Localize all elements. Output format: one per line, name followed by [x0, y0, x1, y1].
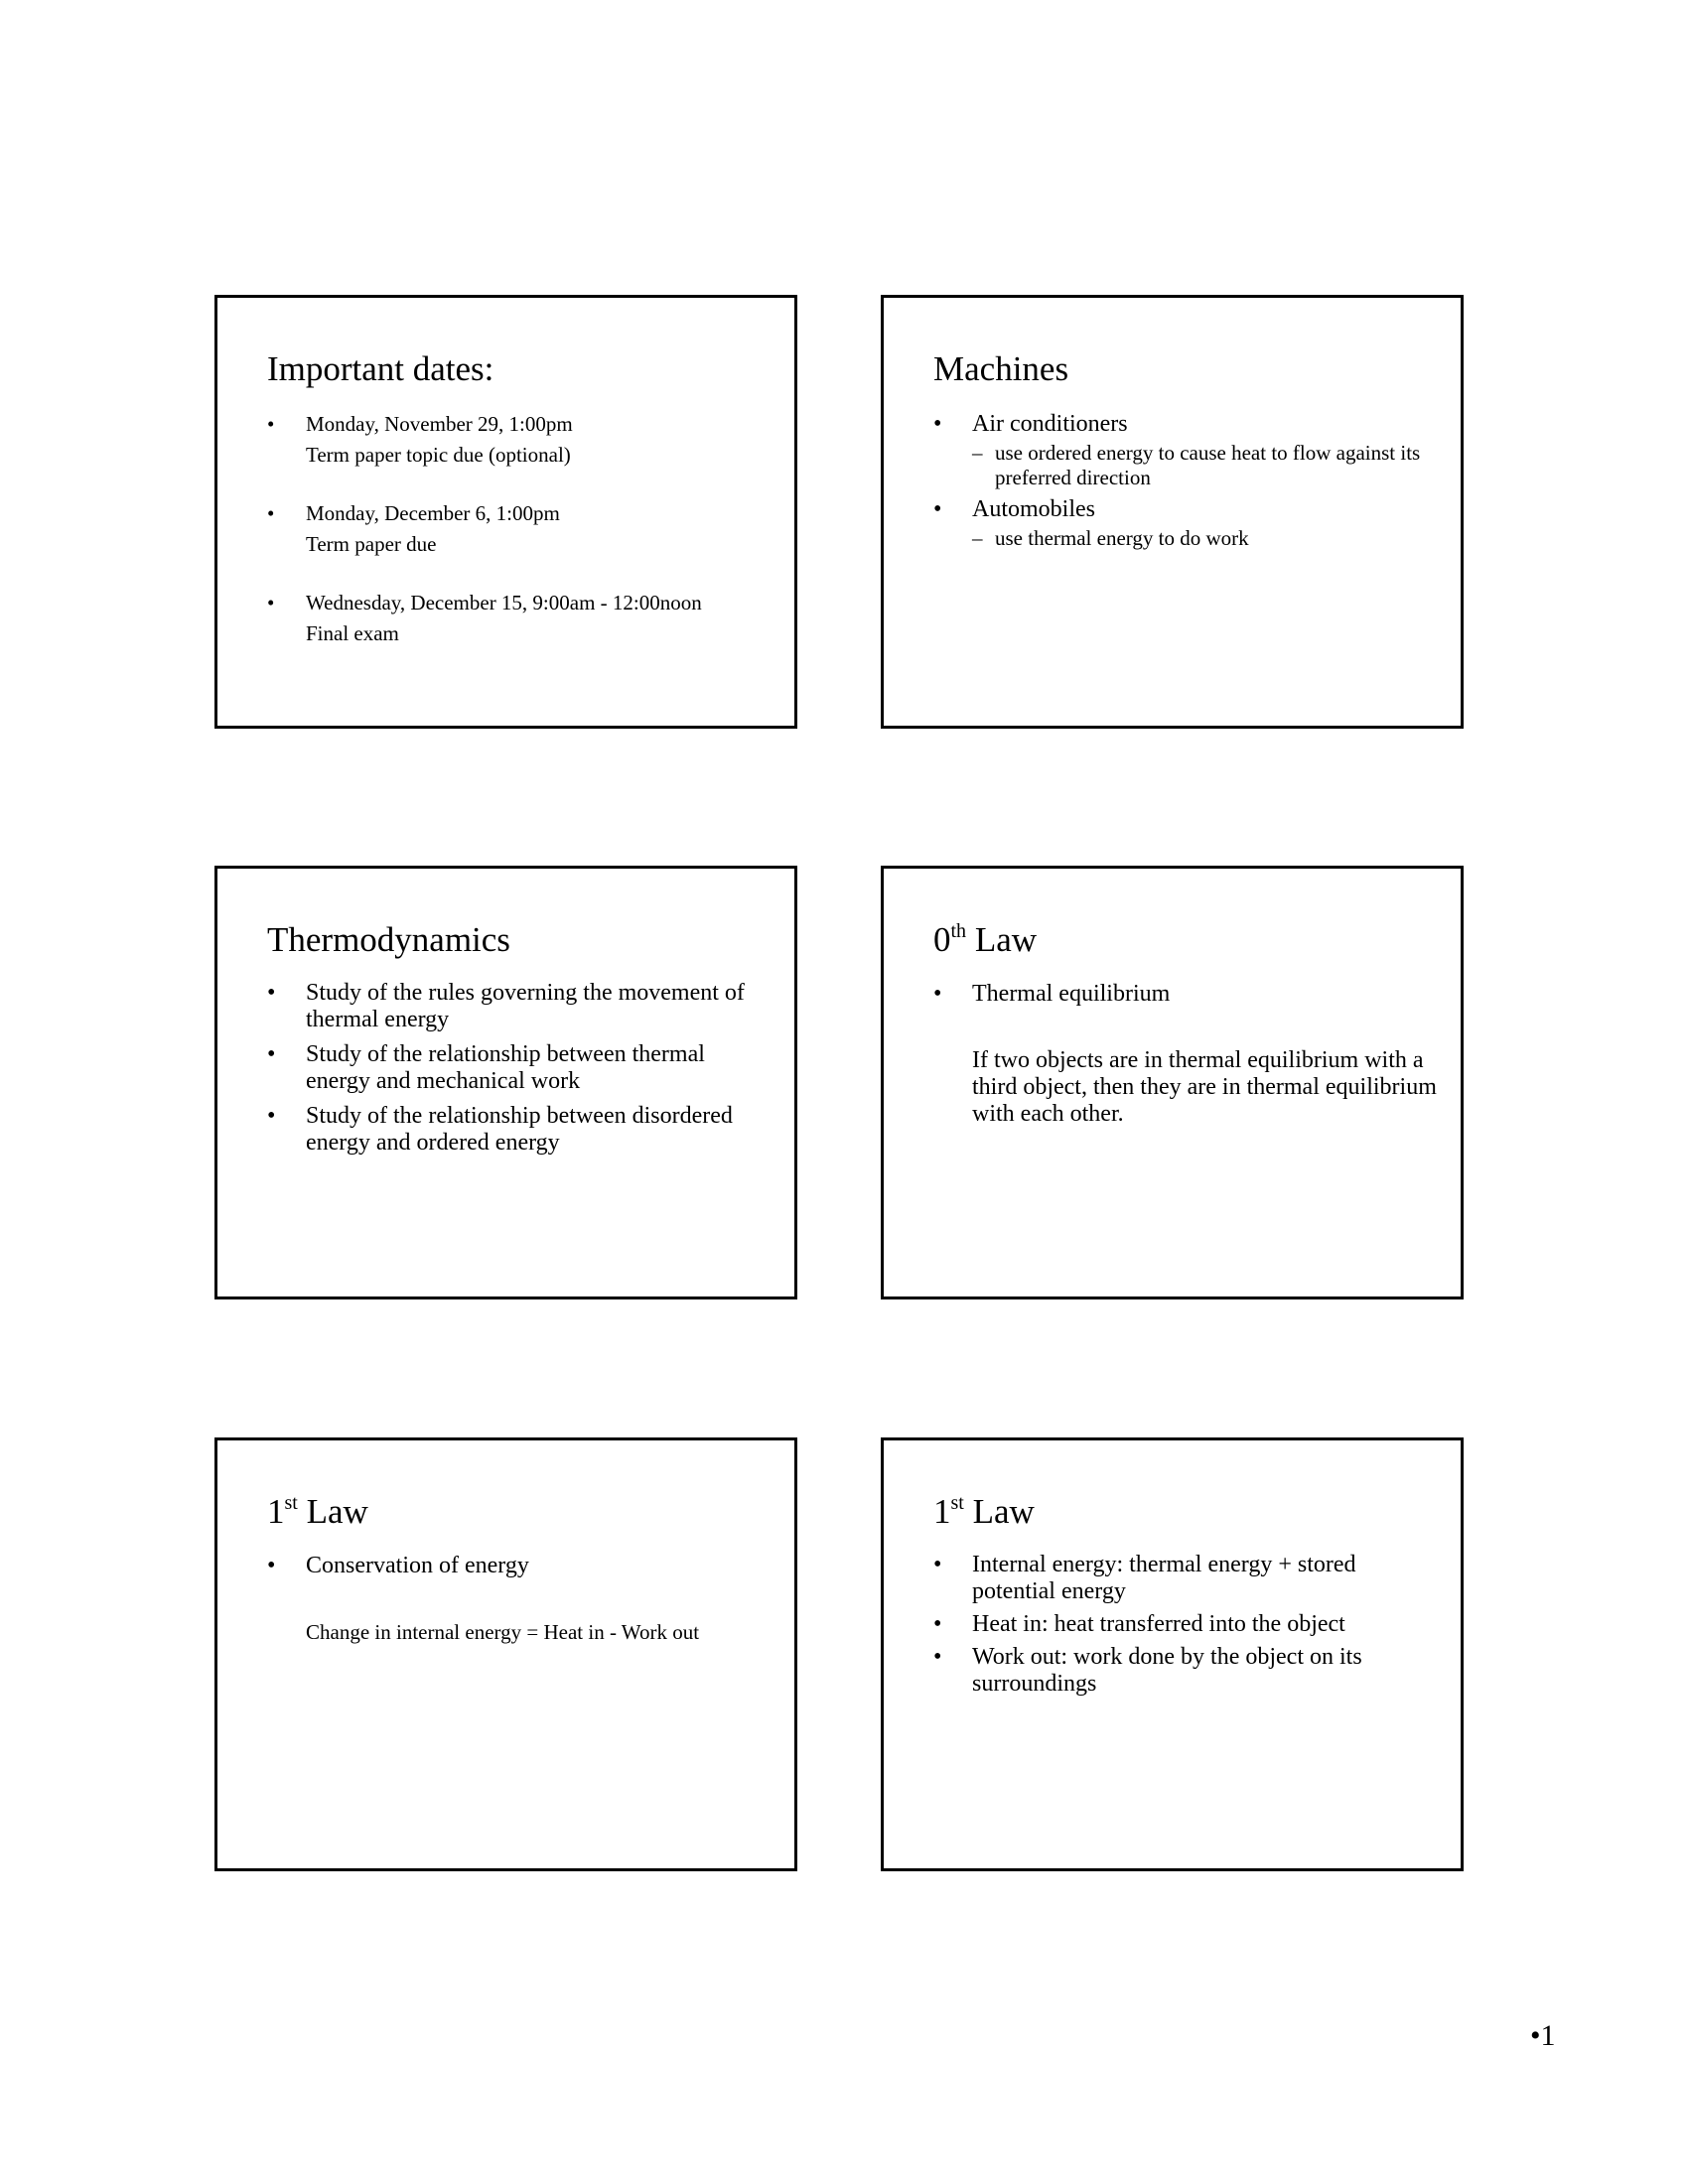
list-item [267, 588, 771, 649]
bullet-list [933, 409, 1437, 551]
page-number: •1 [1530, 2019, 1556, 2052]
title-superscript: st [950, 1492, 964, 1514]
list-item [267, 980, 771, 1033]
title-number: 1 [933, 1492, 951, 1531]
item-text: Study of the relationship between disordered energy and ordered energy [306, 1103, 733, 1156]
slide-body [933, 409, 1437, 555]
list-item [267, 1041, 771, 1095]
date-text: Monday, November 29, 1:00pm [306, 412, 573, 436]
bullet-icon: • [933, 1611, 942, 1637]
bullet-icon: • [267, 1103, 276, 1129]
sub-list-item [972, 441, 1437, 490]
bullet-icon: • [933, 496, 942, 522]
list-item [933, 1552, 1437, 1605]
item-text: Air conditioners [972, 411, 1128, 437]
dash-icon: – [972, 441, 983, 465]
slide-body [933, 1552, 1437, 1704]
bullet-icon: • [267, 980, 276, 1006]
item-text: Automobiles [972, 496, 1095, 522]
dash-icon: – [972, 526, 983, 550]
sub-item-text: use ordered energy to cause heat to flow against its preferred direction [995, 441, 1421, 489]
sub-item-text: use thermal energy to do work [995, 526, 1249, 550]
date-text: Monday, December 6, 1:00pm [306, 501, 560, 525]
slide-thermodynamics [214, 866, 797, 1299]
item-text: Heat in: heat transferred into the object [972, 1611, 1345, 1637]
bullet-icon: • [933, 1552, 942, 1577]
slide-first-law [214, 1437, 797, 1871]
slide-body [933, 980, 1437, 1128]
slide-body [267, 1552, 771, 1645]
slide-zeroth-law [881, 866, 1464, 1299]
item-text: Internal energy: thermal energy + stored potential energy [972, 1552, 1356, 1604]
slide-important-dates [214, 295, 797, 729]
item-text: Thermal equilibrium [972, 981, 1171, 1007]
slide-title: Thermodynamics [267, 920, 510, 959]
equation-text: Change in internal energy = Heat in - Work out [306, 1620, 700, 1644]
list-item [933, 1611, 1437, 1638]
title-word: Law [966, 920, 1038, 959]
slide-title: Important dates: [267, 349, 494, 388]
list-item [267, 1552, 771, 1579]
bullet-icon: • [267, 1041, 276, 1067]
bullet-icon: • [267, 412, 275, 436]
title-word: Law [297, 1492, 368, 1531]
title-superscript: th [950, 920, 967, 942]
bullet-list [933, 1552, 1437, 1698]
list-item [933, 980, 1437, 1008]
item-text: Work out: work done by the object on its surroundings [972, 1644, 1362, 1697]
list-item [267, 409, 771, 471]
event-text: Term paper topic due (optional) [306, 443, 571, 467]
title-number: 0 [933, 920, 951, 959]
slide-title: Machines [933, 349, 1069, 388]
bullet-list [933, 980, 1437, 1008]
bullet-icon: • [933, 981, 942, 1007]
item-text: Study of the rules governing the movement of thermal energy [306, 980, 745, 1032]
bullet-icon: • [933, 411, 942, 437]
bullet-icon: • [267, 591, 275, 614]
list-item [267, 1103, 771, 1157]
date-text: Wednesday, December 15, 9:00am - 12:00noon [306, 591, 702, 614]
bullet-list [267, 1552, 771, 1579]
slide-body [267, 409, 771, 677]
slide-first-law-terms [881, 1437, 1464, 1871]
bullet-icon: • [933, 1644, 942, 1670]
slide-title [267, 1494, 368, 1529]
sub-list [972, 441, 1437, 490]
slide-body [267, 980, 771, 1164]
title-number: 1 [267, 1492, 285, 1531]
event-text: Final exam [306, 621, 399, 645]
slide-title [933, 1494, 1035, 1529]
list-item [933, 494, 1437, 551]
list-item [933, 1644, 1437, 1698]
bullet-icon: • [267, 501, 275, 525]
bullet-list [267, 980, 771, 1157]
bullet-icon: • [267, 1553, 276, 1578]
item-text: Study of the relationship between thermal energy and mechanical work [306, 1041, 705, 1094]
title-superscript: st [284, 1492, 298, 1514]
list-item [933, 409, 1437, 490]
item-text: Conservation of energy [306, 1553, 529, 1578]
slide-machines [881, 295, 1464, 729]
title-word: Law [963, 1492, 1035, 1531]
sub-list [972, 526, 1437, 551]
bullet-list [267, 409, 771, 649]
slide-title [933, 922, 1037, 957]
sub-list-item [972, 526, 1437, 551]
list-item [267, 498, 771, 560]
law-statement: If two objects are in thermal equilibrium with a third object, then they are in thermal equilibrium with each other. [972, 1047, 1437, 1127]
event-text: Term paper due [306, 532, 437, 556]
